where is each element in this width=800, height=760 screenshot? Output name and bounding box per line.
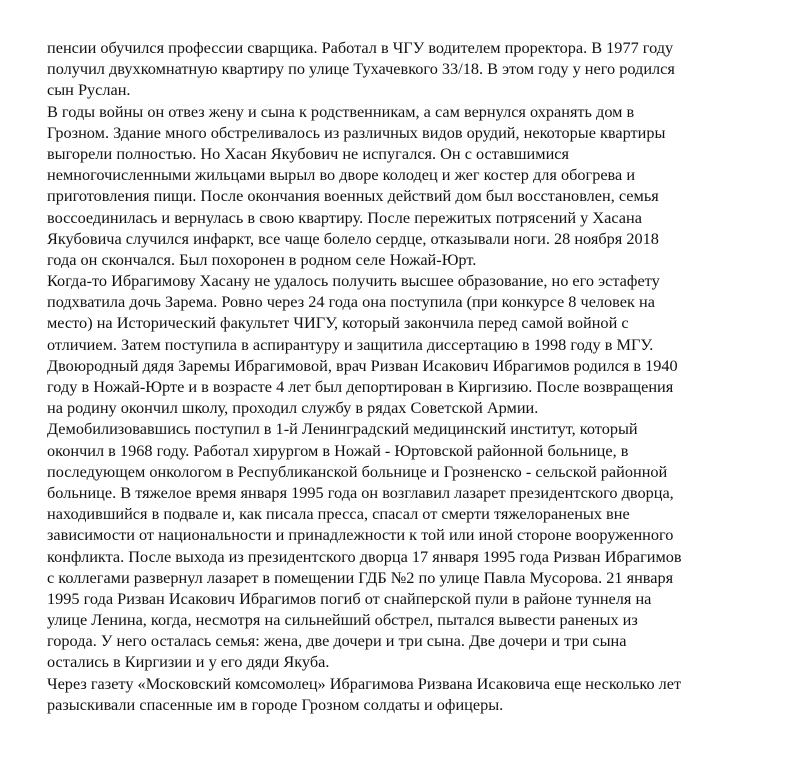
text-line: пенсии обучился профессии сварщика. Работал в ЧГУ водителем проректора. В 1977 году	[47, 38, 674, 57]
text-line: сын Руслан.	[47, 80, 131, 100]
text-line: получил двухкомнатную квартиру по улице Тухачевкого 33/18. В этом году у него родился	[47, 59, 675, 79]
text-line: больнице. В тяжелое время января 1995 года он возглавил лазарет президентского дворца,	[47, 482, 674, 502]
text-line: отличием. Затем поступила в аспирантуру и защитила диссертацию в 1998 году в МГУ.	[47, 334, 654, 354]
text-line: воссоединилась и вернулась в свою квартиру. После пережитых потрясений у Хасана	[47, 207, 642, 227]
document-body	[47, 37, 787, 715]
text-line: разыскивали спасенные им в городе Грозном солдаты и офицеры.	[47, 694, 504, 714]
text-line: Через газету «Московский комсомолец» Ибрагимова Ризвана Исаковича еще несколько лет	[47, 673, 682, 693]
text-line: году в Ножай-Юрте и в возрасте 4 лет был депортирован в Киргизию. После возвращения	[47, 377, 674, 396]
text-line: подхватила дочь Зарема. Ровно через 24 года она поступила (при конкурсе 8 человек на	[47, 292, 655, 312]
text-line: В годы войны он отвез жену и сына к родственникам, а сам вернулся охранять дом в	[47, 101, 635, 121]
text-line: выгорели полностью. Но Хасан Якубович не испугался. Он с оставшимися	[47, 143, 569, 163]
text-line: 1995 года Ризван Исакович Ибрагимов погиб от снайперской пули в районе туннеля на	[47, 588, 652, 608]
text-line: Двоюродный дядя Заремы Ибрагимовой, врач Ризван Исакович Ибрагимов родился в 1940	[47, 355, 678, 375]
text-line: немногочисленными жильцами вырыл во дворе колодец и жег костер для обогрева и	[47, 165, 636, 185]
text-line: место) на Исторический факультет ЧИГУ, который закончила перед самой войной с	[47, 313, 629, 333]
text-line: Грозном. Здание много обстреливалось из различных видов орудий, некоторые квартиры	[47, 122, 666, 142]
text-line: на родину окончил школу, проходил службу в рядах Советской Армии.	[47, 398, 539, 418]
text-line: Когда-то Ибрагимову Хасану не удалось получить высшее образование, но его эстафету	[47, 271, 660, 291]
text-line: приготовления пищи. После окончания военных действий дом был восстановлен, семья	[47, 186, 659, 206]
text-line: с коллегами развернул лазарет в помещении ГДБ №2 по улице Павла Мусорова. 21 января	[47, 567, 674, 587]
text-line: года он скончался. Был похоронен в родном селе Ножай-Юрт.	[47, 249, 477, 269]
text-line: города. У него осталась семья: жена, две дочери и три сына. Две дочери и три сына	[47, 631, 627, 651]
text-line: находившийся в подвале и, как писала пресса, спасал от смерти тяжелораненых вне	[47, 504, 630, 524]
text-line: Якубовича случился инфаркт, все чаще болело сердце, отказывали ноги. 28 ноября 2018	[47, 228, 659, 248]
text-line: улице Ленина, когда, несмотря на сильнейший обстрел, пытался вывести раненых из	[47, 610, 638, 630]
text-line: зависимости от национальности и принадлежности к той или иной стороне вооруженного	[47, 525, 674, 545]
text-line: Демобилизовавшись поступил в 1-й Ленинградский медицинский институт, который	[47, 419, 638, 439]
text-line: конфликта. После выхода из президентского дворца 17 января 1995 года Ризван Ибрагимов	[47, 546, 682, 566]
text-line: окончил в 1968 году. Работал хирургом в Ножай - Юртовской районной больнице, в	[47, 440, 629, 460]
text-line: последующем онкологом в Республиканской больнице и Грозненско - сельской районной	[47, 461, 668, 481]
text-line: остались в Киргизии и у его дяди Якуба.	[47, 652, 330, 672]
